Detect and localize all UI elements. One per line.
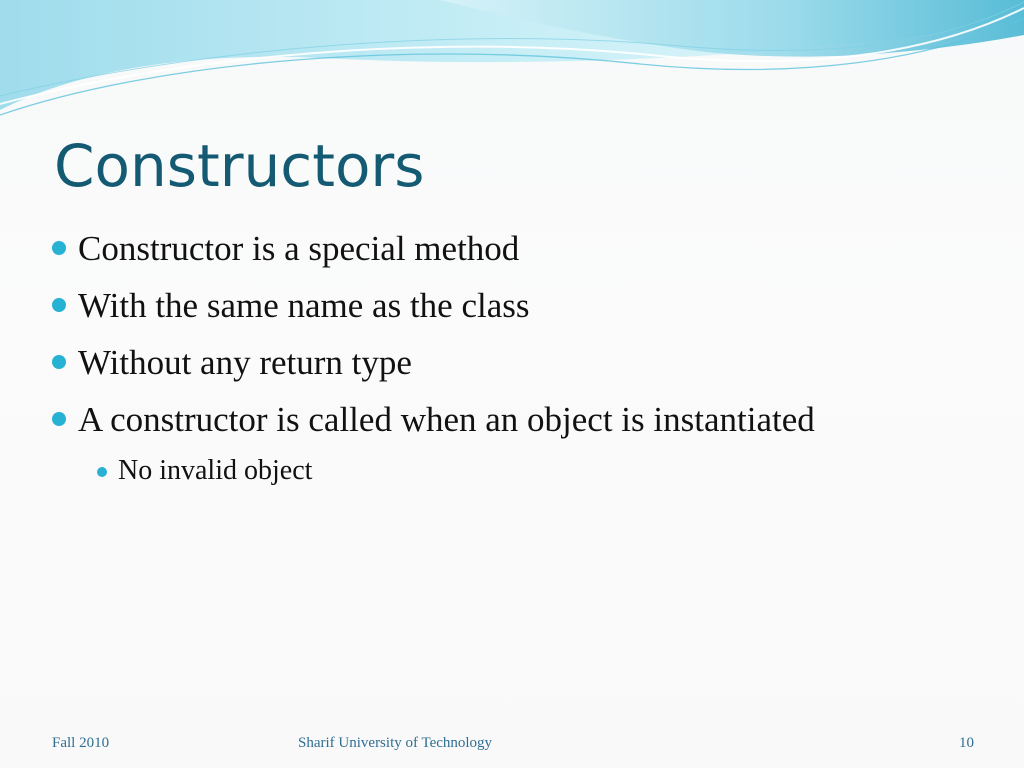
bullet-item xyxy=(48,220,1008,277)
bullet-text: A constructor is called when an object is instantiated xyxy=(78,400,815,439)
bullet-text: With the same name as the class xyxy=(78,286,530,325)
footer-page-number: 10 xyxy=(959,735,974,751)
bullet-dot-icon xyxy=(52,412,66,426)
bullet-item xyxy=(48,277,1008,334)
bullet-list xyxy=(48,220,1008,494)
slide-title: Constructors xyxy=(54,132,425,200)
bullet-text: Constructor is a special method xyxy=(78,229,520,268)
bullet-dot-icon xyxy=(52,298,66,312)
bullet-dot-icon xyxy=(52,241,66,255)
bullet-item xyxy=(48,391,1008,448)
sub-bullet-item xyxy=(48,448,1008,494)
sub-bullet-text: No invalid object xyxy=(118,455,313,486)
bullet-item xyxy=(48,334,1008,391)
sub-bullet-dot-icon xyxy=(97,467,107,477)
footer-organization: Sharif University of Technology xyxy=(298,735,493,751)
footer-date: Fall 2010 xyxy=(52,735,110,751)
bullet-dot-icon xyxy=(52,355,66,369)
wave-header-decoration xyxy=(0,0,1024,130)
bullet-text: Without any return type xyxy=(78,343,412,382)
